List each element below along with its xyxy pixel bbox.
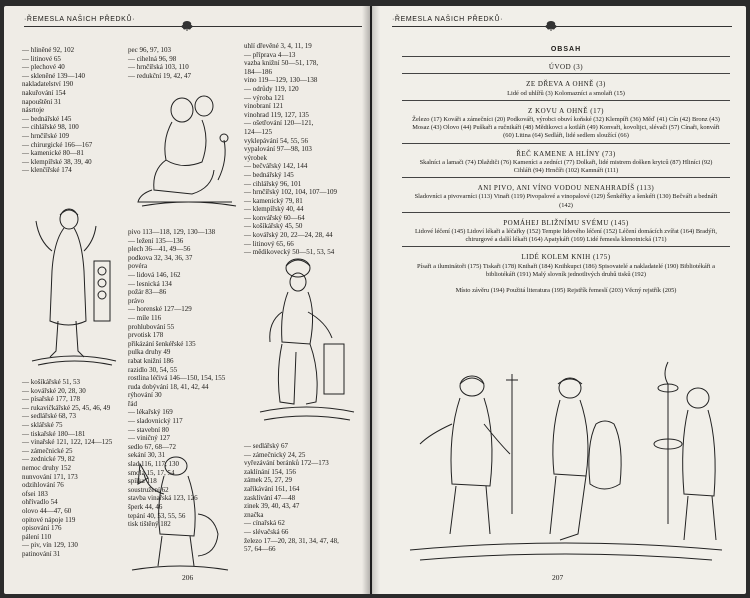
index-entry: řád xyxy=(128,399,137,408)
index-entry: uhlí dřevěné 3, 4, 11, 19 xyxy=(244,42,312,50)
index-entry: — sklářské 75 xyxy=(22,420,63,429)
index-entry: slad 116, 117, 130 xyxy=(128,460,180,469)
fleuron-ornament-icon xyxy=(180,20,194,32)
index-entry: nemoc druhy 152 xyxy=(22,463,71,472)
index-entry: — zednické 79, 82 xyxy=(22,455,75,464)
contents-section-heading: LIDÉ KOLEM KNIH (175) xyxy=(521,253,611,262)
index-entry: značka xyxy=(244,510,264,519)
table-of-contents xyxy=(402,46,730,295)
index-entry: opisování 176 xyxy=(22,524,62,533)
header-rule-right xyxy=(392,26,732,27)
running-head-right: ·ŘEMESLA NAŠICH PŘEDKŮ· xyxy=(392,16,504,23)
index-entry: — cihelná 96, 98 xyxy=(128,54,177,63)
index-entry: — zámečnický 24, 25 xyxy=(244,450,306,459)
index-entry: šperk 44, 46 xyxy=(128,503,163,511)
index-entry: — příprava 4—13 xyxy=(244,50,296,59)
index-entry: povéra xyxy=(128,262,148,271)
book-gutter xyxy=(362,6,380,594)
index-column-2-top xyxy=(128,46,191,80)
index-entry: — stavební 80 xyxy=(128,425,169,434)
index-entry: — ošetřování 120—121, xyxy=(244,119,314,128)
index-entry: — chirurgické 166—167 xyxy=(22,140,93,149)
contents-divider xyxy=(402,143,730,144)
index-entry: pec 96, 97, 103 xyxy=(128,46,171,54)
index-entry: podkova 32, 34, 36, 37 xyxy=(128,253,193,262)
index-entry: ofsei 183 xyxy=(22,489,48,498)
index-entry: — sladovnický 117 xyxy=(128,417,183,426)
index-entry: — slévačská 66 xyxy=(244,527,289,536)
contents-section-entries: Sladovníci a pivovarníci (113) Vinaři (119) Pivopalové a vinopalové (129) Šenkéřky a šenkéři (130) Bečváři a bednáři (142) xyxy=(414,193,718,209)
index-entry: — plechové 40 xyxy=(22,63,65,72)
contents-sections xyxy=(402,63,730,295)
index-entry: opitové nápoje 119 xyxy=(22,515,76,524)
index-entry: ohřívadlo 54 xyxy=(22,498,58,507)
index-entry: přikázání šenkéřské 135 xyxy=(128,339,196,348)
index-entry: železo 17—20, 28, 31, 34, 47, 48, xyxy=(244,536,339,545)
contents-section-heading: ŘEČ KAMENE A HLÍNY (73) xyxy=(516,149,616,158)
index-entry: — sedlářský 67 xyxy=(244,442,288,450)
index-entry: požár 83—86 xyxy=(128,288,167,297)
contents-section-heading: ÚVOD (3) xyxy=(548,63,584,72)
index-entry: soustružení 62 xyxy=(128,485,169,494)
index-entry: tepání 40, 53, 55, 56 xyxy=(128,511,186,520)
index-entry: — hrnčířská 103, 110 xyxy=(128,63,189,72)
index-entry: — košíkářský 45, 50 xyxy=(244,222,303,231)
index-entry: — redukční 19, 42, 47 xyxy=(128,71,191,80)
index-entry: vino 119—129, 130—138 xyxy=(244,76,318,85)
index-entry: vinohrad 119, 127, 135 xyxy=(244,110,309,119)
contents-divider xyxy=(402,246,730,247)
index-entry: — mědikovecký 50—51, 53, 54 xyxy=(244,248,335,257)
index-entry: ruda dobývání 18, 41, 42, 44 xyxy=(128,382,209,391)
index-entry: napouštění 31 xyxy=(22,97,62,106)
index-entry: pálení 110 xyxy=(22,532,52,541)
index-entry: — kamenický 79, 81 xyxy=(244,196,303,205)
contents-title: OBSAH xyxy=(550,46,582,53)
index-entry: — ležení 135—136 xyxy=(128,236,184,245)
index-entry: vyklepávání 54, 55, 56 xyxy=(244,136,308,145)
index-entry: sedlo 67, 68—72 xyxy=(128,442,177,451)
craftsman-with-horseshoes-illustration xyxy=(24,201,124,373)
contents-divider xyxy=(402,212,730,213)
index-entry: olovo 44—47, 60 xyxy=(22,506,72,515)
index-entry: — bednářské 145 xyxy=(22,114,72,123)
contents-section-entries: Lidé od uhlířů (3) Kolomazníci a smolaři (15) xyxy=(507,89,625,97)
index-entry: — hrnčířské 109 xyxy=(22,131,70,140)
contents-section-entries: Lidové léčení (145) Lidoví lékaři a léčařky (152) Tempie lidového léčení (152) Léčení domácích zvířat (164) Bradýři, chirurgové a další lékaři (164) Apatykáři (169) Lidé řemesla klenotnická (171) xyxy=(415,228,717,244)
right-page xyxy=(372,6,746,594)
index-entry: — skleněné 139—140 xyxy=(22,71,85,80)
index-entry: — míle 116 xyxy=(128,313,162,322)
index-entry: — lesnická 134 xyxy=(128,279,172,288)
index-entry: — piv, vín 129, 130 xyxy=(22,541,78,550)
index-entry: rabat knižní 186 xyxy=(128,356,174,365)
index-entry: zinek 39, 40, 43, 47 xyxy=(244,502,300,511)
index-entry: vinobraní 121 xyxy=(244,102,284,111)
index-entry: výrobek xyxy=(244,153,267,162)
contents-section-heading: ZE DŘEVA A OHNĚ (3) xyxy=(526,80,606,89)
craftsmen-group-illustration xyxy=(400,354,730,574)
index-entry: vazba knižní 50—51, 178, xyxy=(244,59,319,68)
contents-section-heading: Z KOVU A OHNĚ (17) xyxy=(528,106,604,115)
index-entry: — sedlářské 68, 73 xyxy=(22,412,77,421)
index-entry: — košíkářské 51, 53 xyxy=(22,378,80,386)
index-column-3-top xyxy=(244,42,337,257)
contents-section-entries: Písaři a iluminátoři (175) Tiskaři (178) Knihaři (184) Knihkupci (186) Spisovatelé a nakladatelé (190) Bibliotékáři a bibliotékáři (191) Malý slovník jednotlivých druhů tisků (192) xyxy=(417,262,715,278)
index-entry: — vinařské 121, 122, 124—125 xyxy=(22,438,113,447)
index-entry: — hrnčířský 102, 104, 107—109 xyxy=(244,188,337,197)
index-entry: — cihlářské 98, 100 xyxy=(22,123,79,132)
index-column-1-top xyxy=(22,46,92,175)
index-column-1-bottom xyxy=(22,378,112,558)
index-entry: — kamenické 80—81 xyxy=(22,149,84,158)
contents-section-heading: POMÁHEJ BLIŽNÍMU SVÉMU (145) xyxy=(503,218,629,227)
index-entry: pulka druhy 49 xyxy=(128,348,171,357)
cooper-with-axe-illustration xyxy=(124,454,236,576)
index-entry: vypalování 97—98, 103 xyxy=(244,145,312,154)
fleuron-ornament-icon xyxy=(544,20,558,32)
index-entry: tisk tištěný 182 xyxy=(128,520,171,529)
contents-divider xyxy=(402,177,730,178)
index-entry: — zámečnické 25 xyxy=(22,446,73,455)
index-entry: — klempířské 38, 39, 40 xyxy=(22,157,92,166)
index-entry: razidlo 30, 54, 55 xyxy=(128,365,178,374)
index-entry: — lidová 146, 162 xyxy=(128,270,181,279)
index-entry: — cihlářský 96, 101 xyxy=(244,179,302,188)
index-entry: — klenčířské 174 xyxy=(22,166,72,175)
index-entry: — tiskařské 180—181 xyxy=(22,429,86,438)
index-entry: sekání 30, 31 xyxy=(128,451,166,460)
contents-title-rule xyxy=(402,56,730,57)
index-entry: — litinový 65, 66 xyxy=(244,239,294,248)
page-number-right: 207 xyxy=(552,573,564,582)
contents-section-entries: Místo závěru (194) Použitá literatura (195) Rejstřík řemeslí (203) Věcný rejstřík (205) xyxy=(455,287,677,295)
contents-section-entries: Skalníci a lamači (74) Dlaždiči (76) Kameníci a zedníci (77) Dolkaři, lidé mistrem došken krytců (87) Hliníci (92) Cihláři (94) Hrnčíři (102) Kamnáři (111) xyxy=(419,158,713,175)
index-entry: — výroba 121 xyxy=(244,93,285,102)
index-entry: násrtoje xyxy=(22,106,45,115)
index-entry: rýhování 30 xyxy=(128,391,162,400)
index-entry: — kovářské 20, 28, 30 xyxy=(22,386,86,395)
index-entry: zasklívání 47—48 xyxy=(244,493,296,502)
index-entry: právo xyxy=(128,296,144,305)
index-entry: patinování 31 xyxy=(22,549,61,558)
index-entry: 124—125 xyxy=(244,127,272,136)
index-entry: pivo 113—118, 129, 130—138 xyxy=(128,228,216,236)
index-entry: 184—186 xyxy=(244,67,272,76)
left-page xyxy=(4,6,370,594)
index-column-3-bottom xyxy=(244,442,339,554)
index-entry: zámek 25, 27, 29 xyxy=(244,476,293,485)
index-entry: smola 15, 17, 54 xyxy=(128,468,175,477)
index-entry: — bednářský 145 xyxy=(244,170,294,179)
index-entry: 57, 64—66 xyxy=(244,545,276,554)
index-entry: — litinové 65 xyxy=(22,54,61,63)
contents-section-heading: ANI PIVO, ANI VÍNO VODOU NENAHRADÍŠ (113) xyxy=(477,184,655,193)
index-entry: — kovářský 20, 22—24, 28, 44 xyxy=(244,231,333,240)
index-entry: — hliněné 92, 102 xyxy=(22,46,75,54)
index-entry: — odrůdy 119, 120 xyxy=(244,84,299,93)
index-entry: zaklínání 154, 156 xyxy=(244,467,296,476)
index-entry: — lékařský 169 xyxy=(128,408,173,417)
index-entry: — rukavičkářské 25, 45, 46, 49 xyxy=(22,403,111,412)
index-entry: plech 36—41, 49—56 xyxy=(128,245,191,254)
index-entry: prvotisk 178 xyxy=(128,331,164,340)
index-entry: stavba vinařská 123, 126 xyxy=(128,494,198,503)
index-entry: odzihlování 76 xyxy=(22,481,64,490)
contents-divider xyxy=(402,73,730,74)
potter-at-wheel-illustration xyxy=(250,252,362,434)
index-entry: — písařské 177, 178 xyxy=(22,395,80,404)
index-entry: prohlubování 55 xyxy=(128,322,175,331)
page-number-left: 206 xyxy=(182,573,194,582)
index-entry: rostlina léčivá 146—150, 154, 155 xyxy=(128,374,226,383)
index-entry: — konvářský 60—64 xyxy=(244,213,305,222)
index-entry: zaříkávání 161, 164 xyxy=(244,484,300,493)
index-entry: — bečvářský 142, 144 xyxy=(244,162,308,171)
index-entry: — klempířský 40, 44 xyxy=(244,205,304,214)
index-entry: — horenské 127—129 xyxy=(128,305,192,314)
index-entry: nunvování 171, 173 xyxy=(22,472,78,481)
index-entry: — viničný 127 xyxy=(128,434,170,443)
contents-divider xyxy=(402,100,730,101)
contents-section-entries: Železo (17) Kováři a zámečníci (20) Podkováři, výrobci obuví koňské (32) Klempíři (36) Měď (41) Cín (42) Bronz (43) Mosaz (43) Olovo (44) Puškaři a ručnikáři (48) Mědikovci a kotláři (49) Konvaři, kovolijci, slévači (57) Cínaři, konváři (60) Litina (64) Sedláři, lidé sedlem sloužící (66) xyxy=(412,116,720,140)
seated-workers-illustration xyxy=(132,90,244,214)
index-entry: nakladatelství 190 xyxy=(22,80,74,89)
index-entry: nakuřování 154 xyxy=(22,88,66,97)
index-entry: — cínařská 62 xyxy=(244,519,285,528)
running-head-left: ·ŘEMESLA NAŠICH PŘEDKŮ· xyxy=(24,16,136,23)
index-entry: vyřezávání beránků 172—173 xyxy=(244,459,329,468)
index-entry: spílka 118 xyxy=(128,477,157,486)
